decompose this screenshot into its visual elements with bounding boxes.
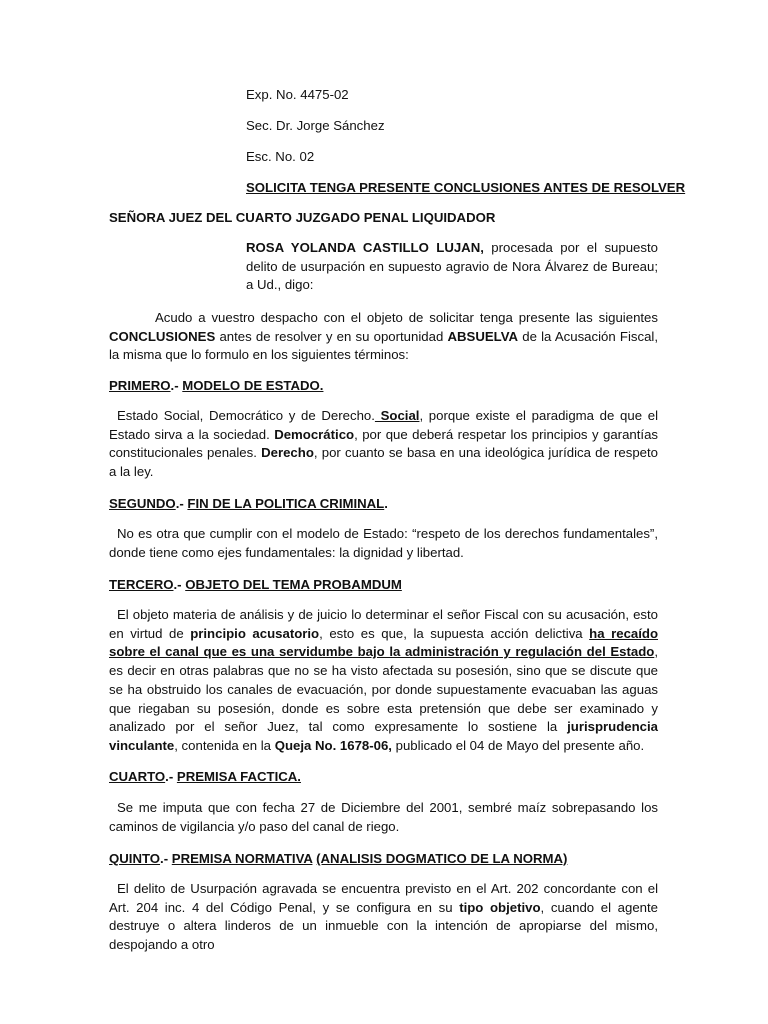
section-separator: .- <box>160 851 172 866</box>
bold-run: jurisprudencia vinculante <box>109 719 658 753</box>
section-label: PRIMERO <box>109 378 171 393</box>
section-body-primero <box>109 407 658 482</box>
expediente-number: Exp. No. 4475-02 <box>246 87 349 102</box>
section-title: MODELO DE ESTADO. <box>182 378 324 393</box>
bold-run: tipo objetivo <box>459 899 541 915</box>
opening-bold-1: CONCLUSIONES <box>109 328 216 344</box>
text-run: , porque existe el paradigma de que el Estado sirva a la sociedad. <box>109 408 658 442</box>
bold-run: principio acusatorio <box>190 625 320 641</box>
section-body-tercero <box>109 606 658 756</box>
bold-run: Social <box>374 408 420 423</box>
section-title: OBJETO DEL TEMA PROBAMDUM <box>185 577 402 592</box>
section-heading-quinto <box>109 850 567 869</box>
text-run: , por cuanto se basa en una ideológica jurídica de respeto a la ley. <box>109 445 658 480</box>
text-run: , es decir en otras palabras que no se ha visto afectada su posesión, sino que se discute que se ha obstruido los canales de evacuación, por donde supuestamente evacuaban las aguas que riegaban su posesión, donde es sobre esta pretensión que debe ser examinado y analizado por el señor Juez, tal como expresamente lo sostiene la <box>109 644 658 735</box>
opening-text-2: antes de resolver y en su oportunidad <box>215 328 448 344</box>
bold-run: Derecho <box>261 445 314 461</box>
section-heading-cuarto <box>109 768 301 787</box>
intro-text: procesada por el supuesto delito de usurpación en supuesto agravio de Nora Álvarez de Bureau; a Ud., digo: <box>246 240 658 293</box>
section-subtitle: (ANALISIS DOGMATICO DE LA NORMA) <box>316 851 568 866</box>
defendant-name: ROSA YOLANDA CASTILLO LUJAN, <box>246 240 484 255</box>
opening-bold-2: ABSUELVA <box>447 328 519 344</box>
underlined-run: ha recaído sobre el canal que es una servidumbe bajo la administración y regulación del Estado <box>109 625 659 660</box>
section-label: SEGUNDO <box>109 496 176 511</box>
section-separator: .- <box>170 378 183 393</box>
section-body-segundo: No es otra que cumplir con el modelo de Estado: “respeto de los derechos fundamentales”, donde tiene como ejes fundamentales: la dignidad y libertad. <box>109 526 658 560</box>
section-body-quinto <box>109 880 658 955</box>
section-separator: .- <box>175 496 188 511</box>
section-label: TERCERO <box>109 577 174 592</box>
secretary-line: Sec. Dr. Jorge Sánchez <box>246 118 385 133</box>
section-title: PREMISA NORMATIVA <box>171 851 313 866</box>
text-run: , cuando el agente destruye o altera linderos de un inmueble con la intención de apropiarse del mismo, despojando a otro <box>109 899 658 953</box>
sumilla: SOLICITA TENGA PRESENTE CONCLUSIONES ANTES DE RESOLVER <box>246 180 686 195</box>
opening-paragraph <box>109 309 658 365</box>
section-separator: .- <box>173 577 186 592</box>
text-run: , contenida en la <box>174 737 275 753</box>
section-end: . <box>384 496 388 511</box>
section-heading-primero <box>109 377 323 396</box>
intro-paragraph <box>246 239 658 295</box>
section-heading-tercero <box>109 576 402 595</box>
section-heading-segundo <box>109 495 388 514</box>
bold-run: Queja No. 1678-06, <box>274 737 392 753</box>
section-title: FIN DE LA POLITICA CRIMINAL <box>187 496 385 511</box>
opening-text-1: Acudo a vuestro despacho con el objeto de solicitar tenga presente las siguientes <box>155 310 658 325</box>
escrito-number: Esc. No. 02 <box>246 149 315 164</box>
section-body-cuarto: Se me imputa que con fecha 27 de Diciembre del 2001, sembré maíz sobrepasando los caminos de vigilancia y/o paso del canal de riego. <box>109 800 658 834</box>
bold-run: Democrático <box>274 426 355 442</box>
addressee: SEÑORA JUEZ DEL CUARTO JUZGADO PENAL LIQUIDADOR <box>109 210 496 225</box>
text-run: El objeto materia de análisis y de juicio lo determinar el señor Fiscal con su acusación, esto en virtud de <box>109 607 658 641</box>
section-separator: .- <box>165 769 177 784</box>
text-run: El delito de Usurpación agravada se encuentra previsto en el Art. 202 concordante con el Art. 204 inc. 4 del Código Penal, y se configura en su <box>109 881 658 915</box>
text-run: Estado Social, Democrático y de Derecho. <box>117 408 375 423</box>
opening-text-3: de la Acusación Fiscal, la misma que lo formulo en los siguientes términos: <box>109 328 658 363</box>
section-title: PREMISA FACTICA. <box>176 769 301 784</box>
section-label: QUINTO <box>109 851 161 866</box>
text-run: publicado el 04 de Mayo del presente año. <box>391 737 645 753</box>
text-run: , por que deberá respetar los principios y garantías constitucionales penales. <box>109 426 658 461</box>
text-run: , esto es que, la supuesta acción delictiva <box>319 625 590 641</box>
section-label: CUARTO <box>109 769 166 784</box>
